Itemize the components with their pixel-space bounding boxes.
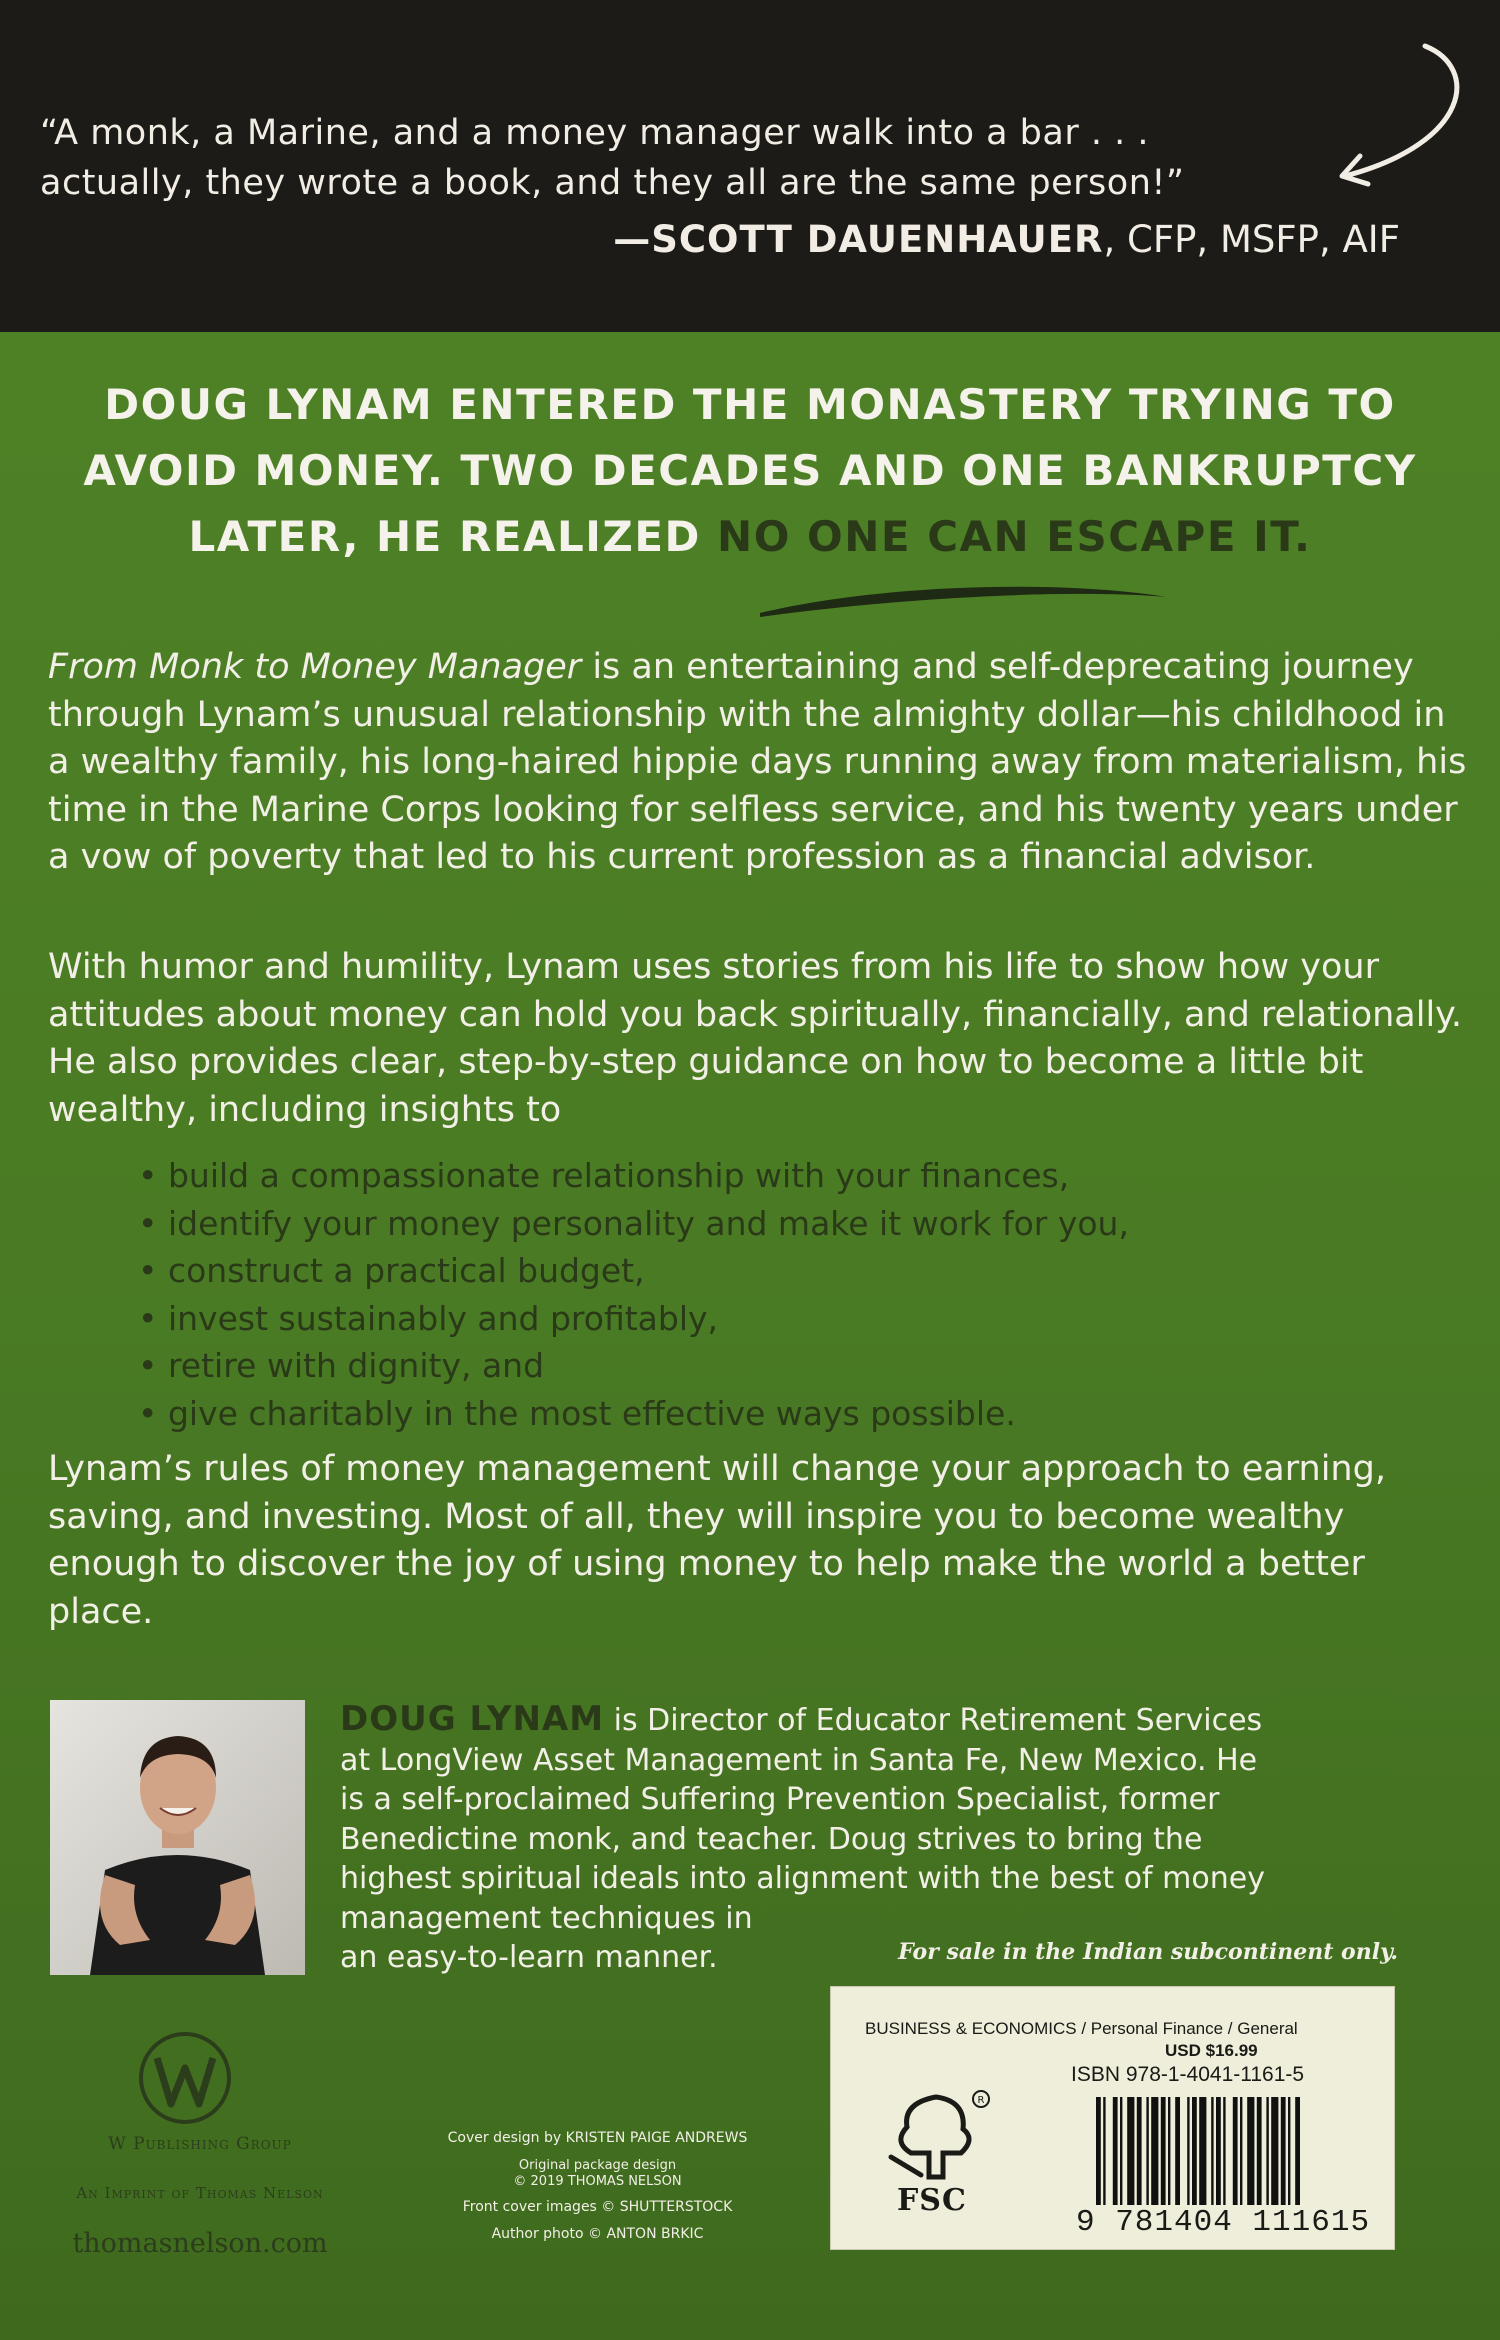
publisher-imprint: An Imprint of Thomas Nelson	[76, 2184, 324, 2202]
fsc-label: FSC	[897, 2183, 967, 2218]
bio-line: at LongView Asset Management in Santa Fe, New Mexico. He	[340, 1742, 1258, 1778]
list-item: • retire with dignity, and	[138, 1342, 1338, 1390]
list-item: • build a compassionate relationship with your finances,	[138, 1152, 1338, 1200]
barcode-digits: 9 781404 111615	[1076, 2205, 1371, 2240]
insights-list	[138, 1152, 1338, 1437]
credit-author-photo: Author photo © ANTON BRKIC	[491, 2226, 704, 2242]
description-paragraph-2: With humor and humility, Lynam uses stories from his life to show how your attitudes about money can hold you back spiritually, financially, and relationally. He also provides clear, step-by-step guidance on how to become a little bit wealthy, including insights to	[48, 947, 1463, 1130]
headline	[40, 372, 1460, 570]
list-item: • give charitably in the most effective ways possible.	[138, 1390, 1338, 1438]
author-name: DOUG LYNAM	[340, 1699, 605, 1739]
description-paragraph-1-text: is an entertaining and self-deprecating journey through Lynam’s unusual relationship with the almighty dollar—his childhood in a wealthy family, his long-haired hippie days running away from materialism, his time in the Marine Corps looking for selfless service, and his twenty years under a vow of poverty that led to his current profession as a financial advisor.	[48, 647, 1467, 877]
bio-line: highest spiritual ideals into alignment with the best of money	[340, 1861, 1265, 1896]
isbn-number: ISBN 978-1-4041-1161-5	[1071, 2063, 1305, 2086]
list-item: • invest sustainably and profitably,	[138, 1295, 1338, 1343]
headline-emphasis: NO ONE CAN ESCAPE IT.	[717, 512, 1312, 561]
bio-line: is a self-proclaimed Suffering Prevention Specialist, former	[340, 1782, 1220, 1817]
endorsement-quote: “A monk, a Marine, and a money manager walk into a bar . . . actually, they wrote a book, and they all are the same person!”	[40, 113, 1185, 203]
author-bio	[340, 1700, 1340, 1978]
bio-line: management techniques in	[340, 1900, 753, 1936]
fsc-tree-icon	[881, 2087, 991, 2187]
publisher-logo-icon	[135, 2028, 235, 2128]
description-paragraph-1	[48, 644, 1468, 882]
curved-arrow-icon	[1320, 38, 1480, 198]
list-item: • identify your money personality and make it work for you,	[138, 1200, 1338, 1248]
credit-package-design: Original package design	[518, 2158, 677, 2173]
bio-line: Benedictine monk, and teacher. Doug strives to bring the	[340, 1821, 1203, 1857]
isbn-label	[830, 1986, 1395, 2250]
publisher-url: thomasnelson.com	[72, 2228, 328, 2259]
publisher-group: W Publishing Group	[108, 2134, 292, 2154]
brush-swoosh	[755, 575, 1175, 625]
author-photo	[50, 1700, 305, 1975]
book-price: USD $16.99	[1165, 2041, 1258, 2060]
cover-credits	[400, 2127, 795, 2246]
barcode	[1096, 2097, 1366, 2205]
quote-author-credentials: , CFP, MSFP, AIF	[1103, 218, 1400, 261]
quote-attribution	[613, 218, 1400, 261]
headline-light: DOUG LYNAM ENTERED THE MONASTERY TRYING TO AVOID MONEY. TWO DECADES AND ONE BANKRUPTCY LATER, HE REALIZED	[83, 380, 1417, 561]
list-item: • construct a practical budget,	[138, 1247, 1338, 1295]
bio-line: is Director of Educator Retirement Services	[604, 1703, 1263, 1738]
credit-copyright: © 2019 THOMAS NELSON	[513, 2174, 682, 2189]
bio-line: an easy-to-learn manner.	[340, 1940, 718, 1975]
svg-text:R: R	[977, 2095, 985, 2106]
credit-front-images: Front cover images © SHUTTERSTOCK	[462, 2199, 733, 2215]
quote-author-name: —SCOTT DAUENHAUER	[613, 218, 1104, 261]
description-paragraph-3: Lynam’s rules of money management will change your approach to earning, saving, and investing. Most of all, they will inspire you to become wealthy enough to discover the joy of using money to help make the world a better place.	[48, 1449, 1386, 1632]
book-category: BUSINESS & ECONOMICS / Personal Finance / General	[865, 2019, 1298, 2038]
book-title: From Monk to Money Manager	[48, 647, 582, 687]
credit-cover-design: Cover design by KRISTEN PAIGE ANDREWS	[447, 2130, 748, 2146]
sale-restriction-note: For sale in the Indian subcontinent only.	[898, 1939, 1398, 1965]
